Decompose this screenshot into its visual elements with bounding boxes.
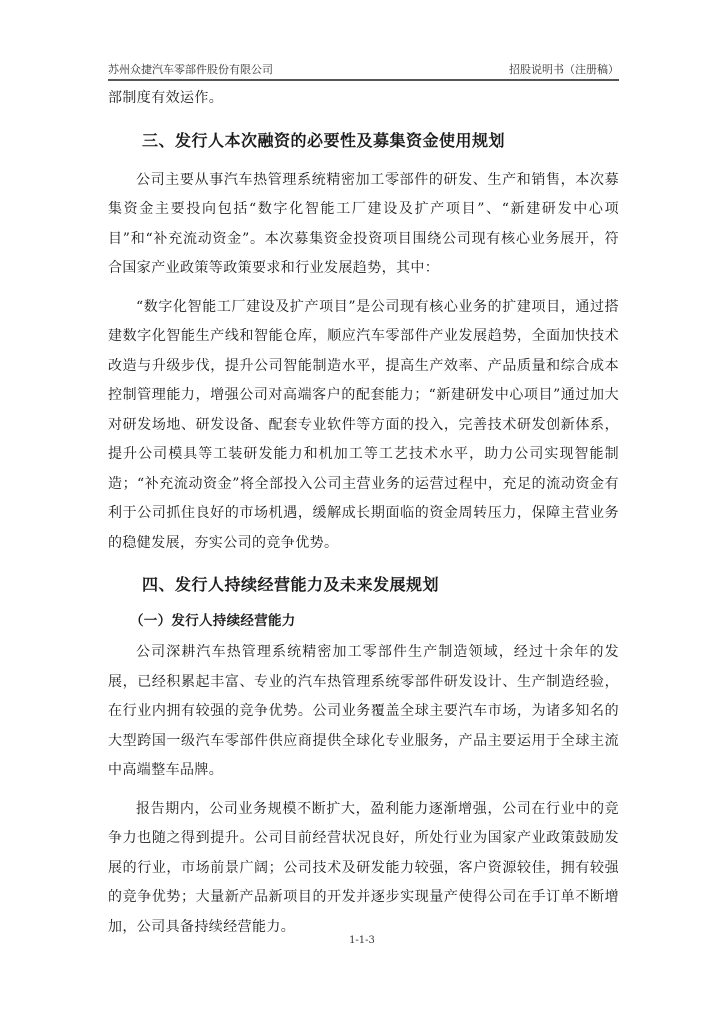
- page-header: [108, 57, 619, 81]
- header-company-name: 苏州众捷汽车零部件股份有限公司: [108, 63, 273, 76]
- paragraph-continuation: 部制度有效运作。: [108, 90, 224, 106]
- subsection-heading-one: （一）发行人持续经营能力: [130, 613, 296, 629]
- section-heading-three: 三、发行人本次融资的必要性及募集资金使用规划: [142, 130, 506, 150]
- paragraph-reporting-period: 报告期内，公司业务规模不断扩大，盈利能力逐渐增强，公司在行业中的竞争力也随之得到提升。公司目前经营状况良好，所处行业为国家产业政策鼓励发展的行业，市场前景广阔；公司技术及研发能力较强，客户资源较佳，拥有较强的竞争优势；大量新产品新项目的开发并逐步实现量产使得公司在手订单不断增加，公司具备持续经营能力。: [108, 800, 619, 935]
- section-heading-four: 四、发行人持续经营能力及未来发展规划: [142, 575, 440, 594]
- document-body: [108, 84, 619, 942]
- page-number: 1-1-3: [349, 935, 375, 946]
- paragraph-project-details: “数字化智能工厂建设及扩产项目”是公司现有核心业务的扩建项目，通过搭建数字化智能生产线和智能仓库，顺应汽车零部件产业发展趋势，全面加快技术改造与升级步伐，提升公司智能制造水平，提高生产效率、产品质量和综合成本控制管理能力，增强公司对高端客户的配套能力；“新建研发中心项目”通过加大对研发场地、研发设备、配套专业软件等方面的投入，完善技术研发创新体系，提升公司模具等工装研发能力和机加工等工艺技术水平，助力公司实现智能制造；“补充流动资金”将全部投入公司主营业务的运营过程中，充足的流动资金有利于公司抓住良好的市场机遇，缓解成长期面临的资金周转压力，保障主营业务的稳健发展，夯实公司的竞争优势。: [108, 298, 619, 551]
- paragraph-continuing-operations: 公司深耕汽车热管理系统精密加工零部件生产制造领域，经过十余年的发展，已经积累起丰富、专业的汽车热管理系统零部件研发设计、生产制造经验，在行业内拥有较强的竞争优势。公司业务覆盖全球主要汽车市场，为诸多知名的大型跨国一级汽车零部件供应商提供全球化专业服务，产品主要运用于全球主流中高端整车品牌。: [108, 644, 619, 778]
- header-document-title: 招股说明书（注册稿）: [509, 63, 619, 76]
- paragraph-financing-overview: 公司主要从事汽车热管理系统精密加工零部件的研发、生产和销售，本次募集资金主要投向包括“数字化智能工厂建设及扩产项目”、“新建研发中心项目”和“补充流动资金”。本次募集资金投资项目围绕公司现有核心业务展开，符合国家产业政策等政策要求和行业发展趋势，其中：: [108, 171, 619, 276]
